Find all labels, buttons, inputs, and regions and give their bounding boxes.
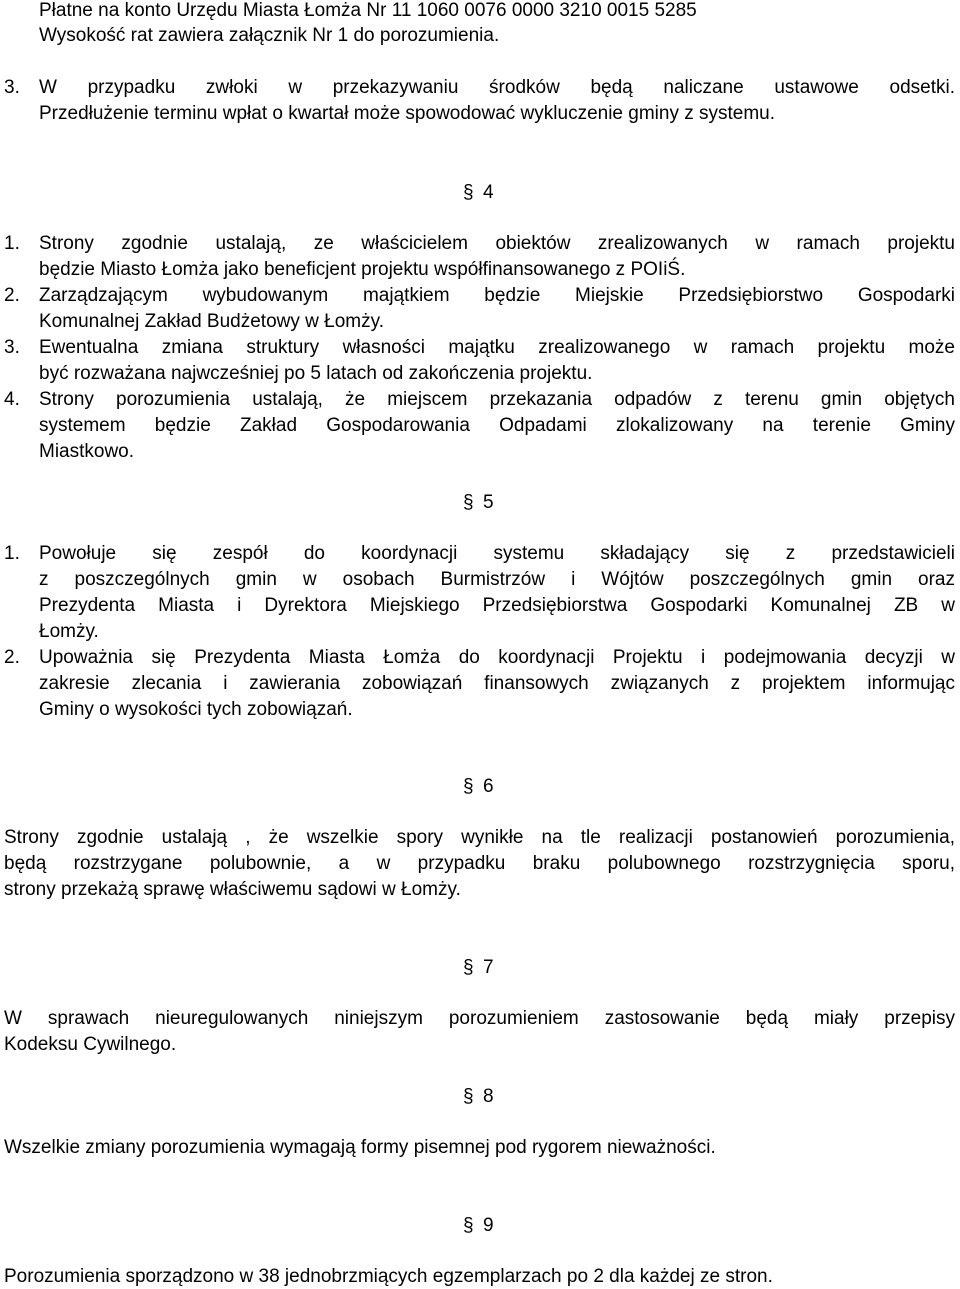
item-number: 3.: [4, 337, 20, 358]
intro-line: Płatne na konto Urzędu Miasta Łomża Nr 11 1060 0076 0000 3210 0015 5285: [39, 0, 697, 21]
section-heading: [463, 492, 494, 514]
intro-line: Wysokość rat zawiera załącznik Nr 1 do porozumienia.: [39, 25, 500, 46]
section-heading: [463, 776, 494, 798]
paragraph-line: Wszelkie zmiany porozumienia wymagają formy pisemnej pod rygorem nieważności.: [4, 1137, 716, 1158]
item-text-line: Strony porozumienia ustalają, że miejscem przekazania odpadów z terenu gmin objętych: [39, 389, 955, 410]
paragraph-line: Kodeksu Cywilnego.: [4, 1034, 177, 1055]
item-text-line: zakresie zlecania i zawierania zobowiązań finansowych związanych z projektem informując: [39, 673, 955, 694]
item-text-line: z poszczególnych gmin w osobach Burmistrzów i Wójtów poszczególnych gmin oraz: [39, 569, 955, 590]
section-sign: §: [463, 492, 474, 513]
section-number: 9: [483, 1215, 494, 1236]
item-text-line: Prezydenta Miasta i Dyrektora Miejskiego Przedsiębiorstwa Gospodarki Komunalnej ZB w: [39, 595, 955, 616]
paragraph-line: będą rozstrzygane polubownie, a w przypadku braku polubownego rozstrzygnięcia sporu,: [4, 853, 955, 874]
paragraph-line: Strony zgodnie ustalają , że wszelkie spory wynikłe na tle realizacji postanowień porozumienia,: [4, 827, 955, 848]
item-text-line: być rozważana najwcześniej po 5 latach od zakończenia projektu.: [39, 363, 593, 384]
section-number: 6: [483, 776, 494, 797]
section-heading: [463, 957, 494, 979]
item-text-line: Komunalnej Zakład Budżetowy w Łomży.: [39, 311, 384, 332]
section-heading: [463, 182, 494, 204]
section-number: 4: [483, 182, 494, 203]
item-number: 1.: [4, 233, 20, 254]
section-heading: [463, 1086, 494, 1108]
section-sign: §: [463, 957, 474, 978]
item-text-line: systemem będzie Zakład Gospodarowania Odpadami zlokalizowany na terenie Gminy: [39, 415, 955, 436]
item-text-line: będzie Miasto Łomża jako beneficjent projektu współfinansowanego z POIiŚ.: [39, 259, 686, 280]
item-number: 2.: [4, 647, 20, 668]
paragraph-line: W sprawach nieuregulowanych niniejszym porozumieniem zastosowanie będą miały przepisy: [4, 1008, 955, 1029]
item-number: 3.: [4, 77, 20, 98]
section-sign: §: [463, 1086, 474, 1107]
item-text-line: W przypadku zwłoki w przekazywaniu środków będą naliczane ustawowe odsetki.: [39, 77, 955, 98]
section-sign: §: [463, 776, 474, 797]
item-number: 1.: [4, 543, 20, 564]
item-text-line: Łomży.: [39, 621, 99, 642]
section-heading: [463, 1215, 494, 1237]
item-text-line: Miastkowo.: [39, 441, 135, 462]
item-text-line: Strony zgodnie ustalają, ze właścicielem obiektów zrealizowanych w ramach projektu: [39, 233, 955, 254]
paragraph-line: Porozumienia sporządzono w 38 jednobrzmiących egzemplarzach po 2 dla każdej ze stron.: [4, 1266, 773, 1287]
item-text-line: Powołuje się zespół do koordynacji systemu składający się z przedstawicieli: [39, 543, 955, 564]
paragraph-line: strony przekażą sprawę właściwemu sądowi w Łomży.: [4, 879, 461, 900]
item-number: 4.: [4, 389, 20, 410]
item-number: 2.: [4, 285, 20, 306]
item-text-line: Upoważnia się Prezydenta Miasta Łomża do koordynacji Projektu i podejmowania decyzji w: [39, 647, 955, 668]
item-text-line: Zarządzającym wybudowanym majątkiem będzie Miejskie Przedsiębiorstwo Gospodarki: [39, 285, 955, 306]
section-number: 7: [483, 957, 494, 978]
section-sign: §: [463, 182, 474, 203]
section-number: 5: [483, 492, 494, 513]
section-number: 8: [483, 1086, 494, 1107]
item-text-line: Ewentualna zmiana struktury własności majątku zrealizowanego w ramach projektu może: [39, 337, 955, 358]
item-text-line: Przedłużenie terminu wpłat o kwartał może spowodować wykluczenie gminy z systemu.: [39, 103, 776, 124]
section-sign: §: [463, 1215, 474, 1236]
item-text-line: Gminy o wysokości tych zobowiązań.: [39, 699, 353, 720]
